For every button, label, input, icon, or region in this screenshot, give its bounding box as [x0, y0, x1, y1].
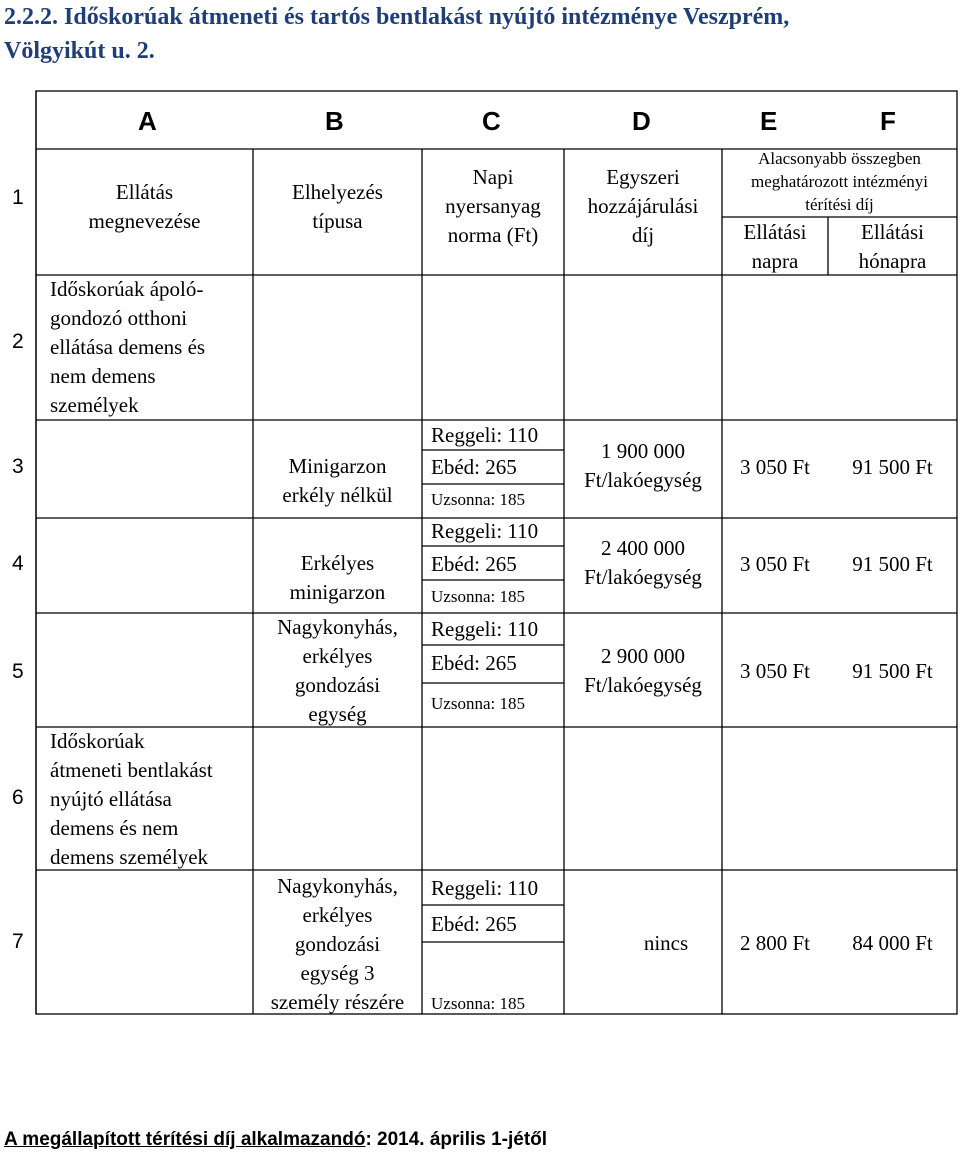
row-number-3: 3: [12, 455, 24, 478]
column-letter-b: B: [325, 106, 344, 136]
header-daily-norm: Napi nyersanyag norma (Ft): [445, 165, 541, 247]
fee-per-month: 84 000 Ft: [852, 931, 933, 955]
meal-breakfast: Reggeli: 110: [431, 423, 539, 447]
title-line-2: Völgyikút u. 2.: [4, 38, 155, 64]
header-per-month: Ellátási hónapra: [858, 220, 927, 273]
meal-lunch: Ebéd: 265: [431, 651, 517, 675]
one-time-fee: 2 400 000 Ft/lakóegység: [584, 536, 702, 589]
placement-type: Minigarzon erkély nélkül: [282, 454, 393, 507]
effective-date-label: A megállapított térítési díj alkalmazandó: [4, 1129, 366, 1150]
meal-lunch: Ebéd: 265: [431, 455, 517, 479]
placement-type: Nagykonyhás, erkélyes gondozási egység: [277, 615, 398, 726]
header-placement-type: Elhelyezés típusa: [292, 180, 383, 233]
placement-type: Erkélyes minigarzon: [289, 551, 386, 604]
meal-snack: Uzsonna: 185: [431, 994, 525, 1013]
fee-per-month: 91 500 Ft: [852, 552, 933, 576]
meal-snack: Uzsonna: 185: [431, 490, 525, 509]
one-time-fee: 1 900 000 Ft/lakóegység: [584, 439, 702, 492]
column-letter-f: F: [880, 106, 896, 136]
one-time-fee: nincs: [643, 931, 689, 955]
row-number-1: 1: [12, 186, 24, 209]
placement-type: Nagykonyhás, erkélyes gondozási egység 3 személy részére: [270, 874, 405, 1014]
column-letter-e: E: [760, 106, 778, 136]
row-number-2: 2: [12, 330, 24, 353]
one-time-fee: 2 900 000 Ft/lakóegység: [584, 644, 702, 697]
fee-per-day: 3 050 Ft: [739, 552, 810, 576]
meal-lunch: Ebéd: 265: [431, 912, 517, 936]
meal-snack: Uzsonna: 185: [431, 587, 525, 606]
fee-per-month: 91 500 Ft: [852, 455, 933, 479]
fee-per-month: 91 500 Ft: [852, 659, 933, 683]
meal-lunch: Ebéd: 265: [431, 552, 517, 576]
column-letter-d: D: [632, 106, 651, 136]
effective-date-colon: :: [365, 1129, 372, 1150]
fee-per-day: 3 050 Ft: [739, 659, 810, 683]
meal-breakfast: Reggeli: 110: [431, 876, 539, 900]
column-letter-a: A: [138, 106, 157, 136]
row-number-6: 6: [12, 786, 24, 809]
column-letter-c: C: [482, 106, 501, 136]
effective-date-value: 2014. április 1-jétől: [371, 1129, 548, 1150]
fee-per-day: 2 800 Ft: [739, 931, 810, 955]
meal-breakfast: Reggeli: 110: [431, 617, 539, 641]
meal-breakfast: Reggeli: 110: [431, 519, 539, 543]
service-name-nursing-home: Időskorúak ápoló- gondozó otthoni ellátása demens és nem demens személyek: [50, 277, 206, 417]
header-one-time-fee: Egyszeri hozzájárulási díj: [587, 165, 699, 247]
header-service-name: Ellátás megnevezése: [88, 180, 201, 233]
header-per-day: Ellátási napra: [743, 220, 807, 273]
fee-per-day: 3 050 Ft: [739, 455, 810, 479]
row-number-4: 4: [12, 552, 24, 575]
row-number-5: 5: [12, 660, 24, 683]
title-line-1: 2.2.2. Időskorúak átmeneti és tartós bentlakást nyújtó intézménye Veszprém,: [4, 4, 790, 30]
effective-date-note: [4, 1127, 547, 1153]
service-name-temporary-care: Időskorúak átmeneti bentlakást nyújtó ellátása demens és nem demens személyek: [50, 729, 213, 869]
row-number-7: 7: [12, 930, 24, 953]
meal-snack: Uzsonna: 185: [431, 694, 525, 713]
header-reduced-fee: Alacsonyabb összegben meghatározott intézményi térítési díj: [750, 149, 928, 214]
